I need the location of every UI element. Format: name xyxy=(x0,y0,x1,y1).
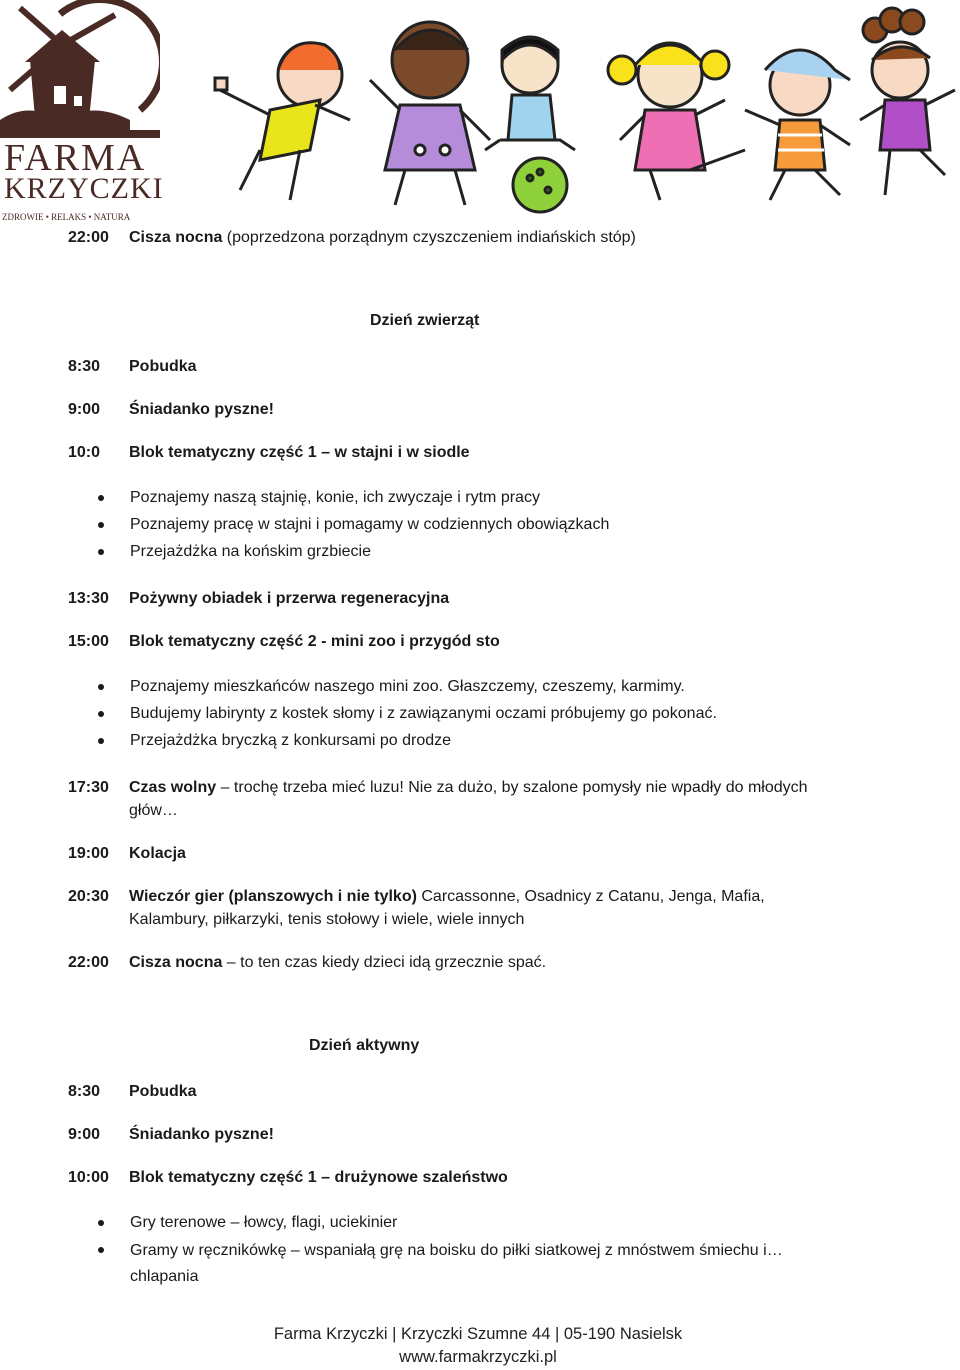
logo-name: FARMA xyxy=(4,137,147,179)
row-time: 17:30 xyxy=(68,779,109,796)
row-text: Pobudka xyxy=(129,358,197,375)
bullet-icon xyxy=(98,1247,104,1253)
list-item-text: Poznajemy mieszkańców naszego mini zoo. Głaszczemy, czeszemy, karmimy. xyxy=(130,678,685,695)
day-title-active: Dzień aktywny xyxy=(309,1037,420,1054)
row-text: Blok tematyczny część 1 – w stajni i w siodle xyxy=(129,444,470,461)
kid-2-figure xyxy=(370,22,490,205)
kids-illustration xyxy=(200,0,960,222)
row-text: Pobudka xyxy=(129,1083,197,1100)
row-text: Pożywny obiadek i przerwa regeneracyjna xyxy=(129,590,450,607)
list-item-text: Poznajemy naszą stajnię, konie, ich zwyczaje i rytm pracy xyxy=(130,489,540,506)
row-time: 8:30 xyxy=(68,358,101,375)
day-title-animals: Dzień zwierząt xyxy=(370,312,480,329)
kid-5-figure xyxy=(745,50,850,200)
row-rest: Carcassonne, Osadnicy z Catanu, Jenga, Mafia, Kalambury, piłkarzyki, tenis stołowy i wiele, wiele innych xyxy=(129,888,765,928)
bullet-icon xyxy=(98,738,104,744)
row-time: 10:0 xyxy=(68,444,101,461)
row-time: 22:00 xyxy=(68,229,109,246)
bullet-icon xyxy=(98,549,104,555)
logo-tagline: ZDROWIE • RELAKS • NATURA xyxy=(2,212,131,222)
kid-1-figure xyxy=(215,43,350,200)
kid-3-figure xyxy=(485,37,575,212)
bullet-icon xyxy=(98,522,104,528)
row-time: 9:00 xyxy=(68,401,101,418)
row-text xyxy=(129,885,829,931)
kid-6-figure xyxy=(860,8,955,195)
list-item-text: Przejażdżka bryczką z konkursami po drodze xyxy=(130,732,452,749)
footer-address: Farma Krzyczki | Krzyczki Szumne 44 | 05-190 Nasielsk xyxy=(273,1325,683,1343)
row-text xyxy=(129,951,829,974)
bullet-icon xyxy=(98,495,104,501)
row-time: 8:30 xyxy=(68,1083,101,1100)
row-time: 9:00 xyxy=(68,1126,101,1143)
row-time: 15:00 xyxy=(68,633,109,650)
row-rest: (poprzedzona porządnym czyszczeniem indiańskich stóp) xyxy=(222,229,636,246)
row-rest: – trochę trzeba mieć luzu! Nie za dużo, by szalone pomysły nie wpadły do młodych głów… xyxy=(129,779,808,819)
list-item-text: Budujemy labirynty z kostek słomy i z zawiązanymi oczami próbujemy go pokonać. xyxy=(130,705,717,722)
list-item-text: Gry terenowe – łowcy, flagi, uciekinier xyxy=(130,1214,398,1231)
row-bold: Cisza nocna xyxy=(129,229,223,246)
bullet-icon xyxy=(98,1220,104,1226)
list-item-text: Gramy w ręcznikówkę – wspaniałą grę na boisku do piłki siatkowej z mnóstwem śmiechu i… chlapania xyxy=(130,1242,783,1285)
row-text xyxy=(129,226,829,249)
farm-logo xyxy=(0,0,164,226)
footer-website[interactable]: www.farmakrzyczki.pl xyxy=(399,1348,557,1366)
list-item-text: Przejażdżka na końskim grzbiecie xyxy=(130,543,371,560)
bullet-icon xyxy=(98,711,104,717)
row-text: Blok tematyczny część 2 - mini zoo i przygód sto xyxy=(129,633,500,650)
bullet-icon xyxy=(98,684,104,690)
row-time: 22:00 xyxy=(68,954,109,971)
row-bold: Cisza nocna xyxy=(129,954,223,971)
row-time: 10:00 xyxy=(68,1169,109,1186)
row-text xyxy=(129,776,829,822)
kid-4-figure xyxy=(608,43,745,200)
row-text: Śniadanko pyszne! xyxy=(129,401,274,418)
logo-name-2: KRZYCZKI xyxy=(4,172,164,205)
row-text: Śniadanko pyszne! xyxy=(129,1126,274,1143)
row-text: Blok tematyczny część 1 – drużynowe szaleństwo xyxy=(129,1169,508,1186)
row-text: Kolacja xyxy=(129,845,186,862)
row-bold: Wieczór gier (planszowych i nie tylko) xyxy=(129,888,417,905)
row-time: 19:00 xyxy=(68,845,109,862)
row-time: 20:30 xyxy=(68,888,109,905)
row-time: 13:30 xyxy=(68,590,109,607)
row-rest: – to ten czas kiedy dzieci idą grzecznie spać. xyxy=(222,954,547,971)
row-bold: Czas wolny xyxy=(129,779,217,796)
list-item-text: Poznajemy pracę w stajni i pomagamy w codziennych obowiązkach xyxy=(130,516,610,533)
